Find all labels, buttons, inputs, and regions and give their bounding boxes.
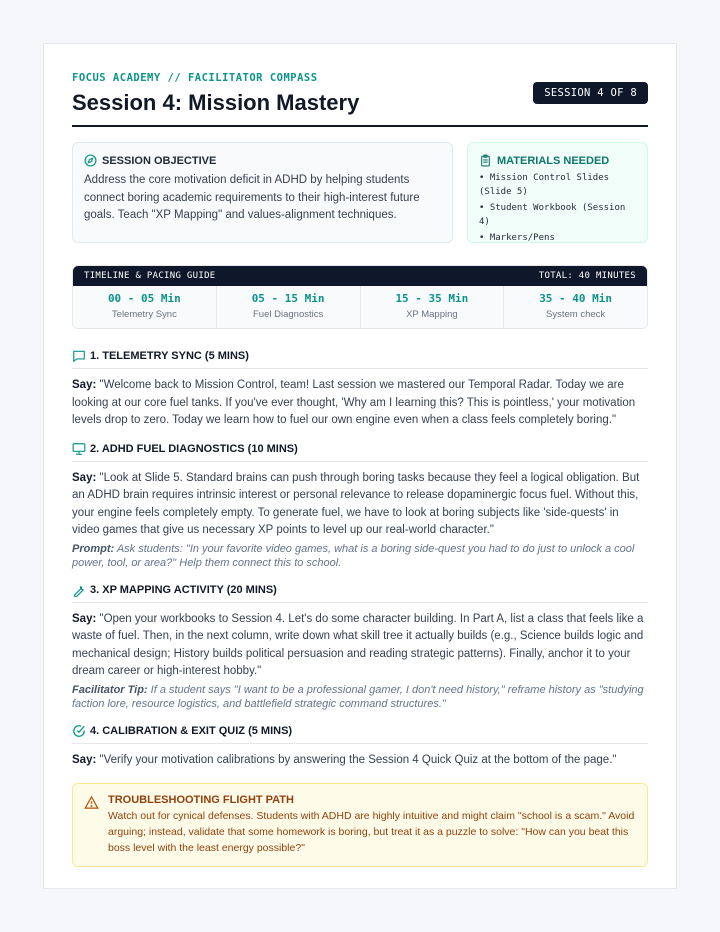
timeline-slot <box>73 286 217 328</box>
say-label: Say: <box>72 379 97 391</box>
say-body: "Verify your motivation calibrations by answering the Session 4 Quick Quiz at the bottom of the page." <box>96 753 617 766</box>
tip-body: If a student says "I want to be a professional gamer, I don't need history," reframe history as "studying faction lore, resource logistics, and battlefield strategic command structures." <box>72 683 644 710</box>
section-heading-row <box>72 724 648 744</box>
section-heading: 1. TELEMETRY SYNC (5 MINS) <box>90 350 249 362</box>
say-text <box>72 611 648 681</box>
chat-bubble-icon <box>72 349 86 363</box>
list-item: • Markers/Pens <box>479 233 555 243</box>
slot-label: System check <box>546 309 606 320</box>
say-text <box>72 470 648 540</box>
tip-label: Facilitator Tip: <box>72 683 148 696</box>
troubleshooting-text: Watch out for cynical defenses. Students with ADHD are highly intuitive and might claim "school is a scam." Avoid arguing; instead, validate that some homework is boring, but treat it as a puzzle to solve: "How can you beat this boss level with the least energy possible?" <box>108 810 635 854</box>
page-header <box>72 44 648 127</box>
say-body: "Open your workbooks to Session 4. Let's do some character building. In Part A, list a class that feels like a waste of fuel. Then, in the next column, write down what skill tree it actually builds (e.g., Science builds logic and mechanical design; History builds political persuasion and reading strategic patterns). Finally, anchor it to your dream career or high-interest hobby." <box>72 612 644 677</box>
list-item: • Mission Control Slides (Slide 5) <box>479 173 610 197</box>
timeline-slots <box>73 286 647 328</box>
say-text <box>72 752 648 770</box>
facilitator-tip <box>72 683 648 712</box>
prompt-note <box>72 542 648 571</box>
slot-label: Fuel Diagnostics <box>253 309 324 320</box>
objective-heading: SESSION OBJECTIVE <box>102 154 217 167</box>
prompt-body: Ask students: "In your favorite video games, what is a boring side-quest you had to do just to unlock a cool power, tool, or area?" Help them connect this to school. <box>72 542 635 569</box>
warning-triangle-icon <box>84 795 99 856</box>
slot-time: 15 - 35 Min <box>395 292 469 305</box>
troubleshooting-callout <box>72 783 648 867</box>
say-label: Say: <box>72 471 97 484</box>
session-badge: SESSION 4 OF 8 <box>533 82 648 104</box>
timeline-header <box>73 266 647 286</box>
lesson-page <box>43 43 677 889</box>
materials-heading-row <box>479 154 636 167</box>
clipboard-icon <box>479 154 492 167</box>
compass-icon <box>84 154 97 167</box>
slot-time: 05 - 15 Min <box>251 292 325 305</box>
prompt-label: Prompt: <box>72 542 115 555</box>
section-heading: 4. CALIBRATION & EXIT QUIZ (5 MINS) <box>90 724 293 737</box>
say-body: "Look at Slide 5. Standard brains can push through boring tasks because they feel a logical obligation. But an ADHD brain requires intrinsic interest or personal relevance to release dopaminergic focus fuel. Without this, your engine feels completely empty. To generate fuel, we have to look at boring subjects like 'side-quests' in video games that give us necessary XP points to level up our real-world character." <box>72 471 640 536</box>
materials-list <box>479 171 636 245</box>
check-circle-icon <box>72 724 86 738</box>
slot-label: Telemetry Sync <box>111 309 177 320</box>
objective-box <box>72 142 453 243</box>
troubleshooting-content <box>108 794 635 856</box>
page-title: Session 4: Mission Mastery <box>72 90 360 115</box>
say-label: Say: <box>72 753 97 766</box>
say-text <box>72 377 648 430</box>
org-label: FOCUS ACADEMY // FACILITATOR COMPASS <box>72 72 318 84</box>
objective-heading-row <box>84 154 441 167</box>
section-xp-mapping <box>72 583 648 712</box>
section-heading-row <box>72 349 648 369</box>
timeline-slot <box>504 286 647 328</box>
wrench-icon <box>72 583 86 597</box>
say-label: Say: <box>72 612 97 625</box>
section-exit-quiz <box>72 724 648 770</box>
section-heading: 2. ADHD FUEL DIAGNOSTICS (10 MINS) <box>90 442 298 455</box>
section-fuel-diagnostics <box>72 442 648 571</box>
say-body: "Welcome back to Mission Control, team! Last session we mastered our Temporal Radar. Today we are looking at our core fuel tanks. If you've ever thought, 'Why am I learning this? This is pointless,' your motivation levels drop to zero. Today we learn how to fuel our own engine even when a class feels completely boring." <box>72 379 636 426</box>
materials-heading: MATERIALS NEEDED <box>497 154 610 167</box>
timeline-total: TOTAL: 40 MINUTES <box>538 271 636 281</box>
troubleshooting-heading: TROUBLESHOOTING FLIGHT PATH <box>108 794 294 806</box>
overview-row <box>72 142 648 243</box>
presentation-icon <box>72 442 86 456</box>
objective-text: Address the core motivation deficit in ADHD by helping students connect boring academic requirements to their high-interest future goals. Teach "XP Mapping" and values-alignment techniques. <box>84 174 420 221</box>
materials-box <box>467 142 648 243</box>
timeline-panel <box>72 265 648 329</box>
section-heading-row <box>72 442 648 462</box>
section-telemetry-sync <box>72 349 648 430</box>
list-item: • Student Workbook (Session 4) <box>479 203 626 227</box>
timeline-slot <box>361 286 505 328</box>
section-heading: 3. XP MAPPING ACTIVITY (20 MINS) <box>90 583 277 596</box>
slot-label: XP Mapping <box>406 309 458 320</box>
timeline-heading: TIMELINE & PACING GUIDE <box>84 271 216 281</box>
slot-time: 35 - 40 Min <box>539 292 613 305</box>
slot-time: 00 - 05 Min <box>107 292 181 305</box>
timeline-slot <box>217 286 361 328</box>
section-heading-row <box>72 583 648 603</box>
